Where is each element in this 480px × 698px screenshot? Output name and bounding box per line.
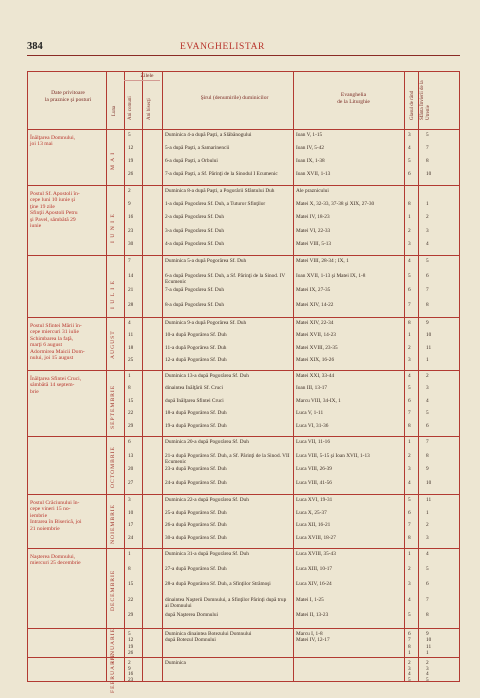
day-number: 5 — [128, 631, 131, 637]
resurrection-gospel-number: 10 — [426, 479, 432, 486]
header-rule-bottom — [28, 129, 459, 130]
sunday-title: 11-a după Pogorârea Sf. Duh — [165, 344, 227, 351]
resurrection-gospel-number: 5 — [426, 410, 429, 417]
tone-number: 3 — [408, 356, 411, 363]
tone-number: 5 — [408, 497, 411, 503]
resurrection-gospel-number: 4 — [426, 240, 429, 247]
tone-number: 4 — [408, 258, 411, 264]
header-gospel: Evanghelia de la Liturghie — [337, 92, 370, 105]
feast-note: Postul Sfintei Mării în- — [30, 323, 82, 329]
sunday-title: Duminica 4-a după Paşti, a Slăbănogului — [165, 132, 252, 138]
day-number: 25 — [128, 356, 134, 363]
gospel-reading: Matei XVII, 14-23 — [296, 332, 336, 339]
day-number: 18 — [128, 344, 134, 351]
feast-note: Înălţarea Domnului, — [30, 135, 76, 141]
sunday-title: după Botezul Domnului — [165, 637, 216, 644]
resurrection-gospel-number: 2 — [426, 522, 429, 528]
gospel-reading: Matei XIV, 22-34 — [296, 320, 334, 326]
resurrection-gospel-number: 8 — [426, 611, 429, 618]
day-number: 2 — [128, 660, 131, 666]
sunday-title: Duminica 31-a după Pogorârea Sf. Duh — [165, 551, 249, 557]
gospel-reading: Ioan V, 1-15 — [296, 132, 323, 138]
gospel-reading: Matei X, 32-33, 37-38 şi XIX, 27-30 — [296, 201, 375, 208]
tone-number: 3 — [408, 240, 411, 247]
month-label: NOIEMBRIE — [110, 504, 116, 545]
resurrection-gospel-number: 2 — [426, 373, 429, 379]
tone-number: 7 — [408, 637, 411, 644]
header-days: Zilele — [140, 73, 154, 79]
resurrection-gospel-number: 2 — [426, 660, 429, 666]
tone-number: 5 — [408, 385, 411, 392]
resurrection-gospel-number: 8 — [426, 158, 429, 164]
feast-note: Adormirea Maicii Dom- — [30, 348, 85, 355]
header-date: Date privitoare la praznice şi posturi — [44, 90, 92, 103]
feast-note: Postul Crăciunului în- — [30, 500, 80, 506]
gospel-reading: Matei XIV, 14-22 — [296, 301, 334, 308]
day-number: 26 — [128, 171, 134, 177]
gospel-reading: Ioan XVII, 1-13 şi Matei IX, 1-8 — [296, 272, 366, 279]
gospel-reading: Luca VIII, 26-39 — [296, 466, 332, 472]
month-label: SEPTEMBRIE — [110, 384, 116, 429]
tone-number: 1 — [408, 214, 411, 221]
day-number: 9 — [128, 665, 131, 672]
resurrection-gospel-number: 1 — [426, 201, 429, 208]
feast-note: sâmbătă 14 septem- — [30, 382, 75, 389]
day-number: 29 — [128, 611, 134, 618]
day-number: 28 — [128, 301, 134, 308]
tone-number: 4 — [408, 145, 411, 151]
feast-note: Intrarea în Biserică, joi — [30, 519, 82, 526]
section-rule — [28, 255, 459, 256]
sunday-title: 6-a după Pogorârea Sf. Duh, a Sf. Părinţi de la Sinod. IV Ecumenic — [165, 272, 286, 285]
calendar-table — [27, 71, 460, 694]
day-number: 13 — [128, 452, 134, 459]
resurrection-gospel-number: 9 — [426, 466, 429, 472]
gospel-reading: Matei VI, 22-33 — [296, 227, 331, 234]
feast-note: Înălţarea Sfintei Cruci, — [30, 376, 82, 382]
day-number: 11 — [128, 332, 134, 339]
tone-number: 1 — [408, 439, 411, 445]
sunday-title: 12-a după Pogorârea Sf. Duh — [165, 356, 227, 363]
day-number: 2 — [128, 188, 131, 194]
feast-note: nului, joi 15 august — [30, 355, 74, 361]
sunday-title: Duminica 9-a după Pogorârea Sf. Duh — [165, 320, 247, 326]
page-number: 384 — [27, 41, 43, 52]
month-label: I U L I E — [110, 280, 116, 310]
gospel-reading: Luca XVIII, 18-27 — [296, 534, 336, 541]
section-rule — [28, 548, 459, 549]
tone-number: 6 — [408, 287, 411, 293]
header-tone: Glasul de rând — [410, 90, 415, 120]
feast-note: iembrie — [30, 512, 48, 519]
day-number: 4 — [128, 320, 131, 326]
resurrection-gospel-number: 2 — [426, 214, 429, 221]
sunday-title: Duminica dinaintea Botezului Domnului — [165, 631, 252, 637]
gospel-reading: Matei VIII, 28-34 ; IX, 1 — [296, 258, 349, 264]
sunday-title: 3-a după Pogorârea Sf. Duh — [165, 227, 224, 234]
tone-number: 2 — [408, 660, 411, 666]
sunday-title: 23-a după Pogorârea Sf. Duh — [165, 466, 227, 472]
tone-number: 5 — [408, 158, 411, 164]
gospel-reading: Luca XIII, 10-17 — [296, 566, 333, 573]
day-number: 10 — [128, 509, 134, 516]
column-rule — [293, 72, 294, 681]
feast-note: miercuri 25 decembrie — [30, 560, 81, 567]
resurrection-gospel-number: 1 — [426, 509, 429, 516]
day-number: 15 — [128, 581, 134, 588]
sunday-title: 18-a după Pogorârea Sf. Duh — [165, 410, 227, 417]
sunday-title: 25-a după Pogorârea Sf. Duh — [165, 509, 227, 516]
sunday-title: 7-a după Paşti, a Sf. Părinţi de la Sinodul I Ecumenic — [165, 171, 278, 177]
day-number: 16 — [128, 214, 134, 221]
gospel-reading: Ioan IV, 5-42 — [296, 145, 324, 151]
day-number: 23 — [128, 676, 134, 683]
gospel-reading: Marcu I, 1-8 — [296, 631, 323, 637]
tone-number: 7 — [408, 410, 411, 417]
gospel-reading: Luca X, 25-37 — [296, 509, 327, 516]
day-number: 8 — [128, 385, 131, 392]
sunday-title: Duminica 13-a după Pogorârea Sf. Duh — [165, 373, 249, 379]
day-number: 12 — [128, 145, 134, 151]
tone-number: 1 — [408, 649, 411, 656]
header-subrule — [124, 80, 160, 81]
sunday-title: 30-a după Pogorârea Sf. Duh — [165, 534, 227, 541]
gospel-reading: Ioan IX, 1-38 — [296, 158, 325, 164]
day-number: 24 — [128, 534, 134, 541]
sunday-title: Duminica 22-a după Pogorârea Sf. Duh — [165, 497, 249, 503]
tone-number: 7 — [408, 301, 411, 308]
gospel-reading: Luca V, 1-11 — [296, 410, 324, 417]
sunday-title: 26-a după Pogorârea Sf. Duh — [165, 522, 227, 528]
column-rule — [124, 72, 125, 681]
column-rule — [106, 72, 107, 681]
month-label: AUGUST — [110, 330, 116, 360]
gospel-reading: Matei XIX, 16-26 — [296, 356, 335, 363]
feast-note: Naşterea Domnului, — [30, 554, 76, 560]
day-number: 3 — [128, 497, 131, 503]
sunday-title: după Înălţarea Sfintei Cruci — [165, 397, 224, 404]
gospel-reading: Matei IX, 27-35 — [296, 287, 331, 293]
section-rule — [28, 628, 459, 629]
tone-number: 5 — [408, 272, 411, 279]
tone-number: 2 — [408, 227, 411, 234]
sunday-title: 6-a după Paşti, a Orbului — [165, 158, 218, 164]
feast-note: Sfinţii Apostoli Petru — [30, 210, 78, 217]
day-number: 17 — [128, 522, 134, 528]
resurrection-gospel-number: 7 — [426, 439, 429, 445]
resurrection-gospel-number: 10 — [426, 332, 432, 339]
resurrection-gospel-number: 8 — [426, 452, 429, 459]
gospel-reading: Luca VI, 31-36 — [296, 422, 329, 429]
feast-note: marţi 6 august — [30, 342, 63, 349]
day-number: 26 — [128, 649, 134, 656]
resurrection-gospel-number: 6 — [426, 581, 429, 588]
day-number: 27 — [128, 479, 134, 486]
gospel-reading: Luca VIII, 41-56 — [296, 479, 332, 486]
resurrection-gospel-number: 6 — [426, 272, 429, 279]
tone-number: 6 — [408, 171, 411, 177]
resurrection-gospel-number: 11 — [426, 497, 432, 503]
tone-number: 6 — [408, 631, 411, 637]
sunday-title: Duminica 20-a după Pogorârea Sf. Duh — [165, 439, 249, 445]
section-rule — [28, 494, 459, 495]
sunday-title: 2-a după Pogorârea Sf. Duh — [165, 214, 224, 221]
tone-number: 2 — [408, 566, 411, 573]
gospel-reading: Ioan XVII, 1-13 — [296, 171, 331, 177]
resurrection-gospel-number: 3 — [426, 665, 429, 672]
tone-number: 4 — [408, 373, 411, 379]
tone-number: 5 — [408, 611, 411, 618]
tone-number: 4 — [408, 596, 411, 603]
tone-number: 4 — [408, 479, 411, 486]
sunday-title: 27-a după Pogorârea Sf. Duh — [165, 566, 227, 573]
tone-number: 2 — [408, 452, 411, 459]
feast-note: cepe vineri 15 no- — [30, 506, 71, 513]
resurrection-gospel-number: 9 — [426, 320, 429, 326]
tone-number: 3 — [408, 581, 411, 588]
gospel-reading: Luca XIV, 16-24 — [296, 581, 332, 588]
tone-number: 8 — [408, 534, 411, 541]
gospel-reading: Luca VII, 11-16 — [296, 439, 330, 445]
day-number: 20 — [128, 466, 134, 472]
gospel-reading: Luca VIII, 5-15 şi Ioan XVII, 1-13 — [296, 452, 370, 459]
gospel-reading: Marcu VIII, 34-IX, 1 — [296, 397, 341, 404]
sunday-title: 5-a după Paşti, a Samarinencii — [165, 145, 230, 151]
gospel-reading: Matei IV, 12-17 — [296, 637, 330, 644]
tone-number: 8 — [408, 422, 411, 429]
sunday-title: 21-a după Pogorârea Sf. Duh, a Sf. Părinţi de la Sinod. VII Ecumenic — [165, 452, 290, 465]
sunday-title: Duminica 8-a după Paşti, a Pogorârii Sfântului Duh — [165, 188, 275, 194]
feast-note: joi 13 mai — [30, 141, 53, 148]
page-title: EVANGHELISTAR — [180, 42, 265, 52]
sunday-title: 1-a după Pogorârea Sf. Duh, a Tuturor Sfinţilor — [165, 201, 266, 208]
resurrection-gospel-number: 6 — [426, 422, 429, 429]
tone-number: 1 — [408, 551, 411, 557]
month-label: M A I — [110, 151, 116, 170]
tone-number: 8 — [408, 320, 411, 326]
resurrection-gospel-number: 9 — [426, 631, 429, 637]
gospel-reading: Ioan III, 13-17 — [296, 385, 328, 392]
resurrection-gospel-number: 4 — [426, 397, 429, 404]
tone-number: 3 — [408, 665, 411, 672]
month-label: I U N I E — [110, 213, 116, 244]
feast-note: cepe luni 10 iunie şi — [30, 197, 76, 204]
resurrection-gospel-number: 8 — [426, 301, 429, 308]
header-sundays: Şirul (denumirile) duminicilor — [200, 95, 269, 101]
resurrection-gospel-number: 7 — [426, 596, 429, 603]
sunday-title: Duminica 5-a după Pogorârea Sf. Duh — [165, 258, 247, 264]
gospel-reading: Ale praznicului — [296, 188, 329, 194]
feast-note: Schimbarea la faţă, — [30, 335, 74, 342]
tone-number: 6 — [408, 397, 411, 404]
day-number: 19 — [128, 158, 134, 164]
day-number: 6 — [128, 439, 131, 445]
day-number: 14 — [128, 272, 134, 279]
month-label: OCTOMBRIE — [110, 446, 116, 489]
day-number: 1 — [128, 373, 131, 379]
day-number: 16 — [128, 671, 134, 677]
resurrection-gospel-number: 1 — [426, 356, 429, 363]
resurrection-gospel-number: 7 — [426, 145, 429, 151]
feast-note: Postul Sf. Apostoli în- — [30, 191, 80, 197]
resurrection-gospel-number: 5 — [426, 258, 429, 264]
month-label: DECEMBRIE — [110, 570, 116, 612]
gospel-reading: Luca XVI, 19-31 — [296, 497, 333, 503]
resurrection-gospel-number: 5 — [426, 566, 429, 573]
gospel-reading: Matei VIII, 5-13 — [296, 240, 332, 247]
sunday-title: 19-a după Pogorârea Sf. Duh — [165, 422, 227, 429]
sunday-title: 8-a după Pogorârea Sf. Duh — [165, 301, 224, 308]
day-number: 29 — [128, 422, 134, 429]
day-number: 8 — [128, 566, 131, 573]
sunday-title: 24-a după Pogorârea Sf. Duh — [165, 479, 227, 486]
day-number: 9 — [128, 201, 131, 208]
tone-number: 2 — [408, 344, 411, 351]
resurrection-gospel-number: 10 — [426, 171, 432, 177]
day-number: 12 — [128, 637, 134, 644]
sunday-title: 7-a după Pogorârea Sf. Duh — [165, 287, 224, 293]
day-number: 30 — [128, 240, 134, 247]
column-rule — [162, 72, 163, 681]
resurrection-gospel-number: 11 — [426, 643, 432, 650]
sunday-title: după Naşterea Domnului — [165, 611, 218, 618]
resurrection-gospel-number: 5 — [426, 132, 429, 138]
feast-note: iunie — [30, 223, 42, 229]
resurrection-gospel-number: 1 — [426, 649, 429, 656]
day-number: 15 — [128, 397, 134, 404]
feast-note: şi Pavel, sâmbătă 29 — [30, 216, 76, 223]
sunday-title: 4-a după Pogorârea Sf. Duh — [165, 240, 224, 247]
tone-number: 8 — [408, 643, 411, 650]
sunday-title: dinaintea Înălţării Sf. Cruci — [165, 385, 223, 392]
resurrection-gospel-number: 5 — [426, 676, 429, 683]
tone-number: 6 — [408, 509, 411, 516]
header-common-years: Ani comuni — [128, 96, 133, 120]
day-number: 1 — [128, 551, 131, 557]
resurrection-gospel-number: 4 — [426, 551, 429, 557]
feast-note: 21 noiembrie — [30, 525, 60, 532]
day-number: 21 — [128, 287, 134, 293]
resurrection-gospel-number: 3 — [426, 534, 429, 541]
tone-number: 1 — [408, 332, 411, 339]
feast-note: brie — [30, 388, 39, 395]
gospel-reading: Luca XII, 16-21 — [296, 522, 331, 528]
section-rule — [28, 370, 459, 371]
tone-number: 5 — [408, 676, 411, 683]
tone-number: 8 — [408, 201, 411, 208]
feast-note: ţine 19 zile — [30, 203, 55, 210]
gospel-reading: Matei IV, 18-23 — [296, 214, 330, 221]
tone-number: 3 — [408, 132, 411, 138]
day-number: 22 — [128, 410, 134, 417]
header-leap-years: Ani bisecţi — [147, 98, 152, 120]
resurrection-gospel-number: 7 — [426, 287, 429, 293]
section-rule — [28, 657, 459, 658]
sunday-title: dinaintea Naşterii Domnului, a Sfinţilor Părinţi după trup ai Domnului — [165, 596, 287, 609]
month-label: IANUARIE — [110, 628, 116, 664]
column-rule — [418, 72, 419, 681]
section-rule — [28, 185, 459, 186]
tone-number: 3 — [408, 466, 411, 472]
section-rule — [28, 317, 459, 318]
tone-number: 7 — [408, 522, 411, 528]
feast-note: cepe miercuri 31 iulie — [30, 329, 79, 336]
column-rule — [404, 72, 405, 681]
day-number: 5 — [128, 132, 131, 138]
resurrection-gospel-number: 10 — [426, 637, 432, 644]
gospel-reading: Matei I, 1-25 — [296, 596, 324, 603]
header-rule — [27, 55, 460, 56]
day-number: 23 — [128, 227, 134, 234]
month-label: FEBRUARIE — [110, 653, 116, 694]
day-number: 22 — [128, 596, 134, 603]
resurrection-gospel-number: 3 — [426, 385, 429, 392]
resurrection-gospel-number: 4 — [426, 671, 429, 677]
gospel-reading: Luca XVIII, 35-43 — [296, 551, 336, 557]
tone-number: 4 — [408, 671, 411, 677]
sunday-title: 10-a după Pogorârea Sf. Duh — [165, 332, 227, 339]
sunday-title: Duminica — [165, 660, 186, 666]
gospel-reading: Matei II, 13-23 — [296, 611, 329, 618]
column-rule — [142, 72, 143, 681]
sunday-title: 28-a după Pogorârea Sf. Duh, a Sfinţilor Strămoşi — [165, 581, 271, 588]
section-rule — [28, 436, 459, 437]
resurrection-gospel-number: 3 — [426, 227, 429, 234]
gospel-reading: Matei XXI, 33-44 — [296, 373, 335, 379]
resurrection-gospel-number: 11 — [426, 344, 432, 351]
day-number: 19 — [128, 643, 134, 650]
header-resurrection-gospel: Sfânta Învierii de la Utrenie — [420, 80, 431, 120]
header-month: Luna — [112, 105, 117, 116]
gospel-reading: Matei XVIII, 23-35 — [296, 344, 338, 351]
day-number: 7 — [128, 258, 131, 264]
